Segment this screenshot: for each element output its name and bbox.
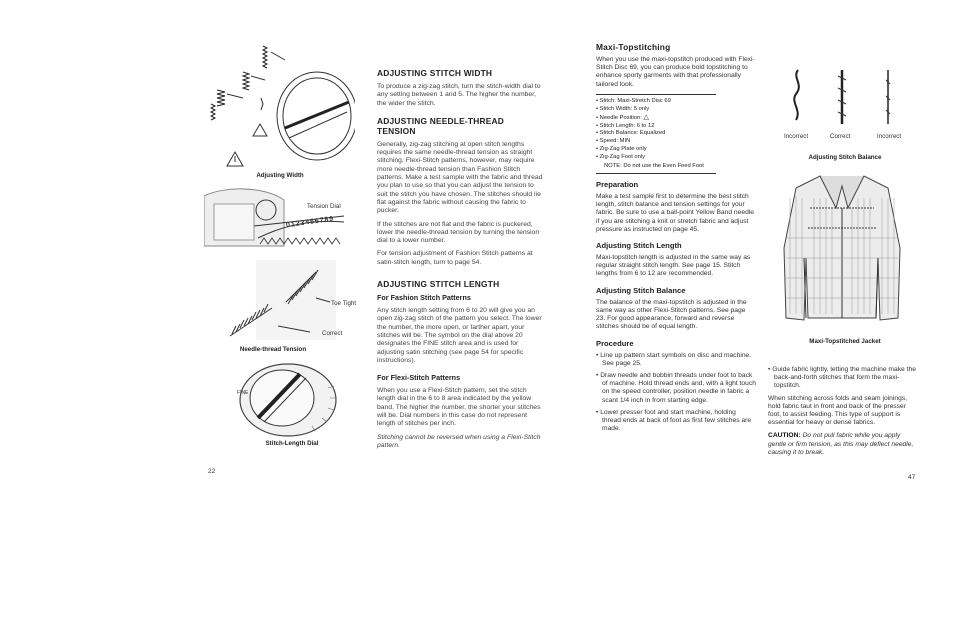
settings-item: • Zig-Zag Foot only [596,154,756,162]
procedure-heading: Procedure [596,338,634,348]
jacket-illustration [780,168,904,328]
settings-item: • Zig-Zag Plate only [596,146,756,154]
balance-label-incorrect-1: Incorrect [784,133,809,140]
procedure-item: • Lower presser foot and start machine, holding thread ends at back of foot as first few stitches are made. [596,409,756,434]
settings-item: • Speed: MIN [596,138,756,146]
tension-heading: ADJUSTING NEEDLE-THREAD TENSION [377,115,504,136]
procedure-item: • Draw needle and bobbin threads under foot to back of machine. Hold thread ends and, with a light touch on the speed controller, position needle in fabric a scant 1/4 inch in from starting edge. [596,372,756,405]
procedure-list [596,352,756,434]
stitch-balance-illustration [776,66,916,132]
caution-text: Do not pull fabric while you apply gentle or firm tension, as this may deflect needle, causing it to break. [768,432,914,456]
flexi-text: When you use a Flexi-Stitch pattern, set the stitch length dial in the 6 to 8 area indicated by the yellow band. The higher the number, the shorter your stitches will be. Dial numbers in this case do not represent length of stitches per inch. [377,387,541,428]
settings-item: • Stitch Balance: Equalized [596,130,756,138]
correct-label: Correct [322,330,343,337]
settings-item: • Stitch Length: 6 to 12 [596,123,756,131]
tension-text-3: For tension adjustment of Fashion Stitch patterns at satin-stitch length, turn to page 54. [377,250,533,266]
tension-dial-label: Tension Dial [307,203,341,210]
preparation-heading: Preparation [596,180,639,190]
flexi-subheading: For Flexi-Stitch Patterns [377,373,461,383]
guide-list [768,366,918,391]
adjust-length-heading: Adjusting Stitch Length [596,241,682,251]
settings-item: • Stitch Width: 5 only [596,106,756,114]
settings-note: NOTE: Do not use the Even Feed Foot [604,163,704,170]
caution-paragraph [768,432,918,457]
right-main-column [596,42,756,437]
procedure-item: • Line up pattern start symbols on disc and machine. See page 25. [596,352,756,368]
stitch-length-dial-caption: Stitch-Length Dial [265,440,319,447]
left-page-number: 22 [208,468,216,475]
tension-text-2: If the stitches are not flat and the fabric is puckered, lower the needle-thread tension by turning the tension dial to a lower number. [377,220,540,245]
toe-tight-label: Toe Tight [331,300,357,307]
right-second-column [768,366,918,457]
balance-label-correct: Correct [830,133,851,140]
warning-triangle-icon: △ [643,113,649,121]
preparation-text: Make a test sample first to determine the best stitch length, stitch balance and tension settings for your fabric. Be sure to use a ball-point Yellow Band needle if you are stitching a knit or stretch fabric and adjust pressure as instructed on page 45. [596,193,755,233]
maxi-heading: Maxi-Topstitching [596,42,671,52]
fine-label: FINE [237,390,249,396]
left-text-column [377,68,545,450]
guide-item: • Guide fabric lightly, letting the machine make the back-and-forth stitches that form the maxi-topstitch. [768,366,918,391]
adjust-balance-text: The balance of the maxi-topstitch is adjusted in the same way as other Flexi-Stitch patterns. See page 23. For good appearance, forward and reverse stitches should be of equal length. [596,298,747,331]
settings-item-label: Needle Position: [599,114,644,121]
tension-dial-numbers: 0 1 2 3 4 5 6 7 8 9 [285,215,334,230]
adjust-balance-heading: Adjusting Stitch Balance [596,285,686,295]
caution-label: CAUTION: [768,432,801,440]
maxi-text: When you use the maxi-topstitch produced with Flexi-Stitch Disc 69, you can produce bold topstitching to enhance sporty garments with that professionally tailored look. [596,56,755,88]
fashion-subheading: For Fashion Stitch Patterns [377,293,471,303]
adjusting-width-caption: Adjusting Width [256,172,304,179]
length-heading: ADJUSTING STITCH LENGTH [377,279,500,290]
needle-thread-tension-caption: Needle-thread Tension [239,346,307,353]
settings-item: • Stitch: Maxi-Stretch Disc 69 [596,98,756,106]
right-page-number: 47 [908,474,916,481]
tension-text-1: Generally, zig-zag stitching at open stitch lengths requires the same needle-thread tension as straight stitching. Flexi-Stitch patterns, however, may require more needle-thread tension than Fashion Stitch patterns. Make a test sample with the fabric and thread you plan to use so that you can adjust the tension to suit the stitch you have chosen. The stitches should lie flat against the fabric without causing the fabric to pucker. [377,140,543,215]
fashion-text: Any stitch length setting from 6 to 20 will give you an open zig-zag stitch of the pattern you select. The lower the number, the more open, or farther apart, your stitches will be. The symbol on the dial above 20 designates the FINE stitch area and is used for adjusting satin stitching (see page 54 for specific instructions). [377,307,542,364]
flexi-note: Stitching cannot be reversed when using a Flexi-Stitch pattern. [377,433,541,449]
stitch-width-illustration [205,38,355,170]
width-text: To produce a zig-zag stitch, turn the stitch-width dial to any setting between 1 and 5. The higher the number, the wider the stitch. [377,83,541,107]
width-heading: ADJUSTING STITCH WIDTH [377,68,493,78]
jacket-caption: Maxi-Topstitched Jacket [809,338,881,345]
folds-text: When stitching across folds and seam joinings, hold fabric taut in front and back of the presser foot, to assist feeding. This type of support is essential for heavy or dense fabrics. [768,394,908,427]
stitch-length-dial-illustration [230,358,350,438]
settings-list [596,98,756,162]
adjust-length-text: Maxi-topstitch length is adjusted in the same way as regular straight stitch length. See page 15. Stitch lengths from 6 to 12 are recommended. [596,254,751,278]
balance-label-incorrect-2: Incorrect [877,133,902,140]
needle-thread-tension-illustration [226,260,336,340]
stitch-balance-caption: Adjusting Stitch Balance [808,154,882,161]
settings-item [596,114,756,123]
